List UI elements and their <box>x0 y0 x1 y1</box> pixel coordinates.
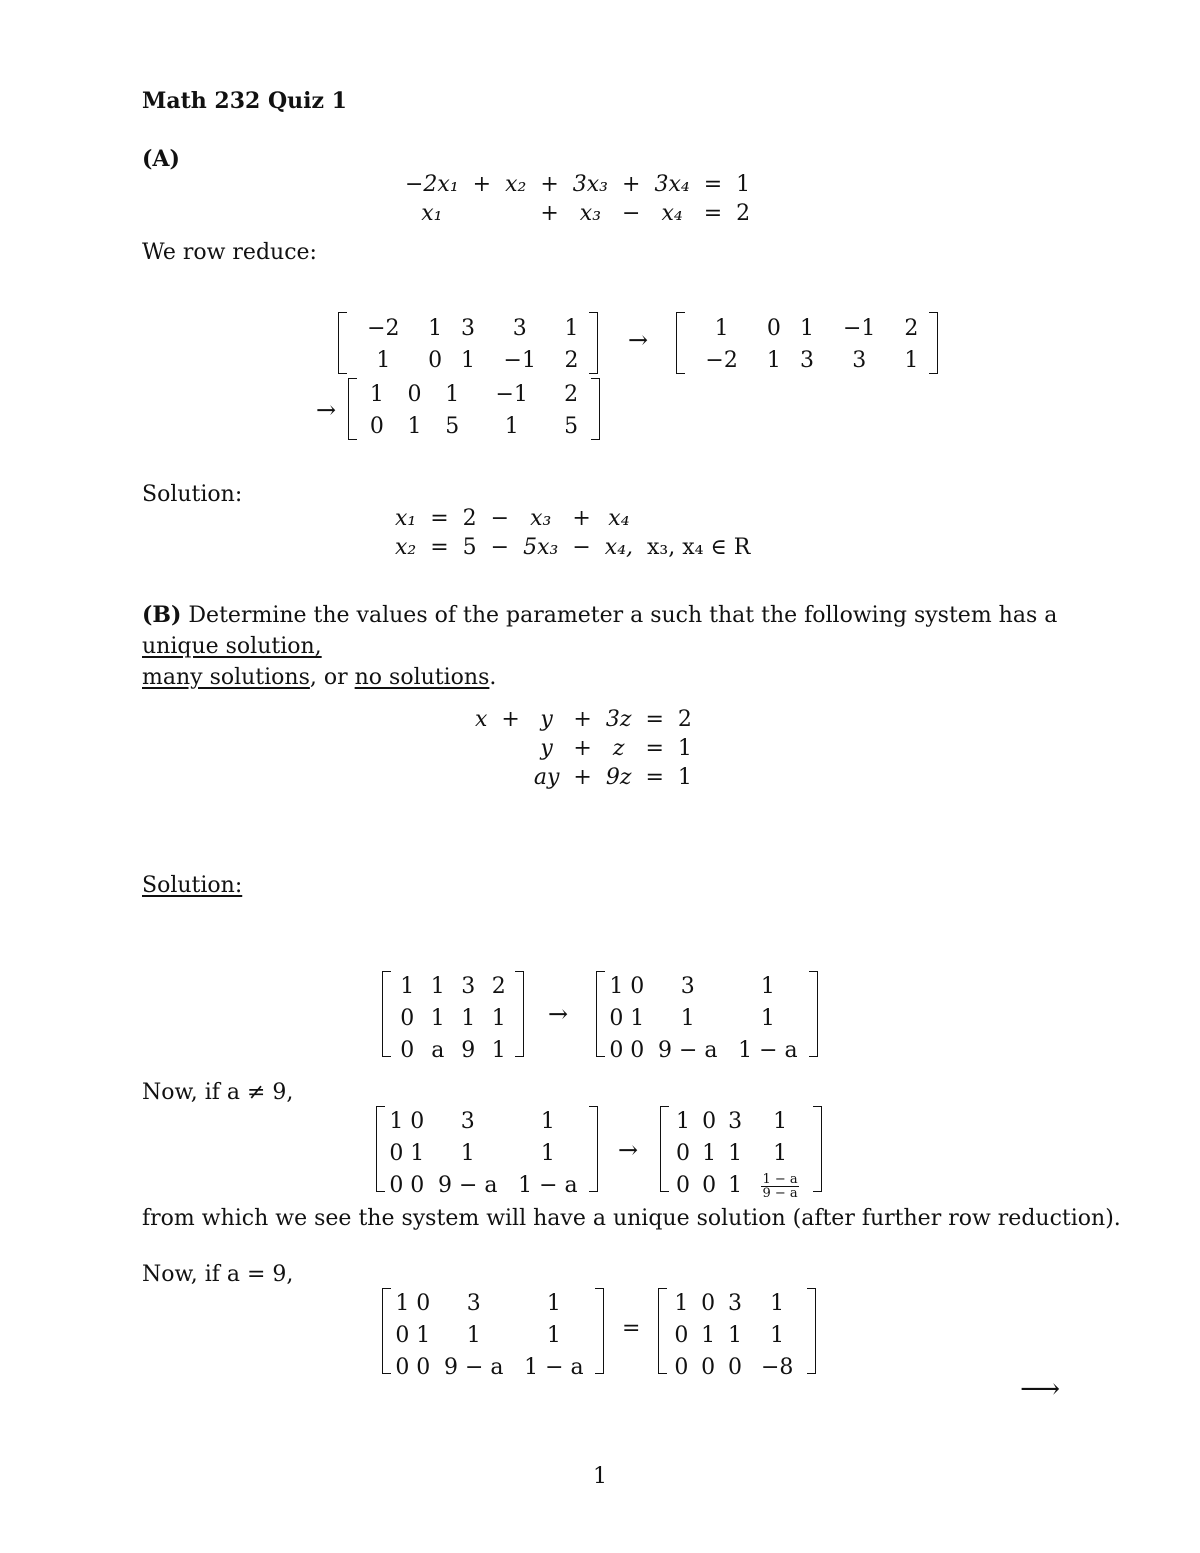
matrix-c1-cell: 0 <box>410 1109 425 1134</box>
matrix-d2-cell: 0 <box>674 1323 689 1348</box>
page-number: 1 <box>593 1464 607 1489</box>
matrix-b2-cell: 0 <box>630 974 645 999</box>
or-text: , or <box>309 665 348 690</box>
matrix-d2-cell: 0 <box>674 1355 689 1380</box>
matrix-d1-cell: 1 <box>416 1323 431 1348</box>
matrix-c2-cell: 0 <box>676 1141 691 1166</box>
matrix-c2-cell <box>748 1170 812 1202</box>
matrix-b2-cell: 0 <box>609 1038 624 1063</box>
arrow-icon: → <box>548 1000 569 1028</box>
matrix-a1-cell: −1 <box>503 348 536 373</box>
solution-a-cell: − <box>572 535 591 560</box>
matrix-a2-cell: 2 <box>904 316 919 341</box>
matrix-b1-cell: 0 <box>400 1038 415 1063</box>
matrix-c1-cell: 1 <box>389 1109 404 1134</box>
matrix-a2-cell: 1 <box>714 316 729 341</box>
arrow-icon: → <box>618 1136 639 1164</box>
system-b-cell <box>468 734 494 763</box>
matrix-a3-cell: 5 <box>564 414 579 439</box>
matrix-b2-cell: 0 <box>630 1038 645 1063</box>
solution-a-cell: x₃, x₄ ∈ R <box>647 535 751 560</box>
system-a-cell: = <box>703 201 723 226</box>
solution-label-b: Solution: <box>142 873 243 898</box>
solution-a-cell: x₁ <box>395 506 417 531</box>
system-b-cell: y <box>540 707 553 732</box>
matrix-d2-cell: 1 <box>727 1323 742 1348</box>
matrix-d1-cell: 1 <box>395 1291 410 1316</box>
case2-text: Now, if a = 9, <box>142 1262 294 1287</box>
system-a-cell: = <box>703 172 723 197</box>
matrix-a1-cell: 1 <box>460 348 475 373</box>
many-solutions-text: many solutions <box>142 665 310 690</box>
system-a-cell: + <box>472 172 492 197</box>
system-b-cell: 1 <box>677 736 692 761</box>
matrix-a2-cell: −2 <box>705 348 738 373</box>
unique-solution-text: unique solution, <box>142 634 322 659</box>
matrix-b1-cell: 1 <box>491 1038 506 1063</box>
matrix-c1-cell: 0 <box>410 1173 425 1198</box>
matrix-a1-cell: 0 <box>428 348 443 373</box>
solution-a-cell: 5x₃ <box>523 535 559 560</box>
system-a-cell: x₃ <box>579 201 602 226</box>
matrix-c2-cell: 1 <box>773 1109 788 1134</box>
system-b-cell <box>468 763 494 792</box>
matrix-a2-cell: 1 <box>799 316 814 341</box>
system-a-cell: − <box>622 201 641 226</box>
matrix-a3-cell: 2 <box>564 382 579 407</box>
matrix-b2-cell: 1 <box>760 974 775 999</box>
matrix-a2-cell: 1 <box>766 348 781 373</box>
system-b-cell: 9z <box>605 765 632 790</box>
matrix-d1-cell: 0 <box>395 1323 410 1348</box>
matrix-d1-cell: 9 − a <box>443 1355 504 1380</box>
system-b-cell <box>494 734 526 763</box>
matrix-a3-cell: −1 <box>495 382 528 407</box>
matrix-c1-cell: 9 − a <box>437 1173 498 1198</box>
system-a-cell <box>498 199 533 228</box>
matrix-c2-cell: 3 <box>728 1109 743 1134</box>
matrix-b2-cell: 0 <box>609 1006 624 1031</box>
arrow-icon: → <box>628 326 649 354</box>
system-b-cell: + <box>501 707 520 732</box>
system-b-cell: 1 <box>677 765 692 790</box>
matrix-a2 <box>676 312 938 374</box>
matrix-c2-cell: 1 <box>728 1173 743 1198</box>
matrix-b1 <box>382 971 524 1063</box>
matrix-c1-cell: 1 <box>540 1109 555 1134</box>
matrix-c2-cell: 1 <box>676 1109 691 1134</box>
system-a-cell: + <box>540 201 559 226</box>
matrix-a1-cell: 1 <box>428 316 443 341</box>
part-b-system <box>468 705 699 792</box>
matrix-a3-cell: 5 <box>445 414 460 439</box>
case1-text: Now, if a ≠ 9, <box>142 1080 294 1105</box>
part-a-label: (A) <box>142 146 180 172</box>
matrix-a1-cell: 3 <box>512 316 527 341</box>
matrix-b2-cell: 1 <box>630 1006 645 1031</box>
matrix-a3-cell: 1 <box>369 382 384 407</box>
system-b-cell: + <box>573 707 592 732</box>
matrix-c2-cell: 0 <box>702 1109 717 1134</box>
matrix-b1-cell: 1 <box>430 974 445 999</box>
solution-label-a: Solution: <box>142 482 243 507</box>
system-a-cell: x₄ <box>661 201 683 226</box>
matrix-b2-cell: 9 − a <box>657 1038 718 1063</box>
matrix-b1-cell: 1 <box>461 1006 476 1031</box>
no-solutions-text: no solutions <box>354 665 490 690</box>
matrix-d2-cell: 1 <box>674 1291 689 1316</box>
part-b-prompt-text: Determine the values of the parameter a such that the following system has a <box>188 603 1058 628</box>
matrix-a2-cell: 0 <box>766 316 781 341</box>
row-reduce-text: We row reduce: <box>142 240 317 265</box>
matrix-d2-cell: 0 <box>701 1291 716 1316</box>
solution-a-cell: + <box>572 506 591 531</box>
matrix-c2 <box>660 1106 822 1201</box>
matrix-d2-cell: 1 <box>701 1323 716 1348</box>
system-a-cell: + <box>540 172 559 197</box>
matrix-a1-cell: 1 <box>376 348 391 373</box>
system-b-cell: y <box>540 736 553 761</box>
system-a-cell: 3x₄ <box>654 172 690 197</box>
matrix-d2-cell: 1 <box>770 1291 785 1316</box>
matrix-a1-cell: 2 <box>564 348 579 373</box>
matrix-d2 <box>658 1288 816 1380</box>
matrix-b1-cell: 1 <box>400 974 415 999</box>
matrix-c2-cell: 0 <box>676 1173 691 1198</box>
system-a-cell: 1 <box>736 172 751 197</box>
system-b-cell: 2 <box>677 707 692 732</box>
solution-a-cell: = <box>430 535 449 560</box>
system-b-cell <box>494 763 526 792</box>
matrix-b1-cell: 9 <box>461 1038 476 1063</box>
matrix-a3 <box>348 378 600 440</box>
matrix-b1-cell: a <box>431 1038 445 1063</box>
system-a-cell: x₁ <box>421 201 443 226</box>
matrix-b2-cell: 1 <box>680 1006 695 1031</box>
system-b-cell: + <box>573 765 592 790</box>
matrix-d2-cell: 1 <box>770 1323 785 1348</box>
part-a-solution <box>388 504 757 562</box>
system-a-cell: + <box>622 172 641 197</box>
matrix-d2-cell: 0 <box>701 1355 716 1380</box>
equals-sign: = <box>622 1316 641 1341</box>
matrix-c2-cell: 1 <box>773 1141 788 1166</box>
system-a-cell: 3x₃ <box>572 172 609 197</box>
matrix-d1-cell: 1 <box>546 1323 561 1348</box>
fraction-numerator: 1 − a <box>762 1171 798 1187</box>
matrix-a1-cell: 3 <box>460 316 475 341</box>
matrix-d1-cell: 1 <box>546 1291 561 1316</box>
system-a-cell <box>466 199 498 228</box>
matrix-a1 <box>338 312 598 374</box>
matrix-c1-cell: 1 <box>540 1141 555 1166</box>
matrix-c1-cell: 3 <box>460 1109 475 1134</box>
matrix-b2-cell: 1 <box>760 1006 775 1031</box>
matrix-d1-cell: 0 <box>416 1291 431 1316</box>
matrix-c1-cell: 1 <box>460 1141 475 1166</box>
matrix-c2-cell: 1 <box>702 1141 717 1166</box>
matrix-b1-cell: 1 <box>430 1006 445 1031</box>
matrix-b1-cell: 1 <box>491 1006 506 1031</box>
matrix-c2-cell: 1 <box>728 1141 743 1166</box>
solution-a-cell: 5 <box>462 535 477 560</box>
matrix-b1-cell: 2 <box>491 974 506 999</box>
matrix-d2-cell: 0 <box>727 1355 742 1380</box>
matrix-b1-cell: 0 <box>400 1006 415 1031</box>
continue-arrow-icon: ⟶ <box>1020 1372 1061 1405</box>
solution-a-cell: x₂ <box>395 535 417 560</box>
solution-a-cell: x₃ <box>530 506 552 531</box>
system-b-cell: 3z <box>605 707 632 732</box>
matrix-a3-cell: 1 <box>407 414 422 439</box>
matrix-a3-cell: 1 <box>504 414 519 439</box>
matrix-a2-cell: 3 <box>799 348 814 373</box>
solution-a-cell: − <box>490 506 510 531</box>
part-b-prompt <box>142 600 1107 693</box>
system-b-cell: = <box>645 765 664 790</box>
system-a-cell: −2x₁ <box>405 172 459 197</box>
fraction-denominator: 9 − a <box>762 1185 798 1201</box>
matrix-a1-cell: −2 <box>367 316 400 341</box>
solution-a-cell: 2 <box>462 506 477 531</box>
matrix-d1-cell: 1 − a <box>524 1355 584 1380</box>
page-title: Math 232 Quiz 1 <box>142 88 347 114</box>
system-b-cell: ay <box>533 765 560 790</box>
system-a-cell: x₂ <box>505 172 527 197</box>
matrix-a2-cell: 3 <box>852 348 867 373</box>
matrix-a2-cell: −1 <box>842 316 876 341</box>
matrix-b2 <box>596 971 818 1063</box>
matrix-d1-cell: 0 <box>395 1355 410 1380</box>
solution-a-cell <box>640 504 757 533</box>
matrix-d1-cell: 1 <box>466 1323 481 1348</box>
matrix-d1 <box>382 1288 604 1380</box>
system-b-cell: = <box>645 707 664 732</box>
matrix-a3-cell: 0 <box>407 382 422 407</box>
matrix-c1-cell: 0 <box>389 1173 404 1198</box>
matrix-b1-cell: 3 <box>461 974 476 999</box>
matrix-d1-cell: 3 <box>466 1291 481 1316</box>
part-b-label: (B) <box>142 602 182 628</box>
matrix-b2-cell: 1 − a <box>738 1038 798 1063</box>
case1-conclusion: from which we see the system will have a unique solution (after further row reduction). <box>142 1206 1121 1231</box>
matrix-c1-cell: 1 <box>410 1141 425 1166</box>
matrix-d2-cell: −8 <box>760 1355 794 1380</box>
matrix-c1 <box>376 1106 598 1198</box>
matrix-c2-cell: 0 <box>702 1173 717 1198</box>
matrix-a1-cell: 1 <box>564 316 579 341</box>
system-b-cell: x <box>475 707 488 732</box>
system-b-cell: z <box>612 736 625 761</box>
matrix-d2-cell: 3 <box>727 1291 742 1316</box>
solution-a-cell: x₄ <box>608 506 630 531</box>
period-text: . <box>489 665 497 690</box>
matrix-a2-cell: 1 <box>904 348 919 373</box>
system-a-cell: 2 <box>736 201 751 226</box>
solution-a-cell: = <box>430 506 449 531</box>
system-b-cell: = <box>645 736 664 761</box>
solution-a-cell: x₄, <box>604 535 634 560</box>
matrix-a3-cell: 0 <box>369 414 384 439</box>
matrix-c1-cell: 0 <box>389 1141 404 1166</box>
matrix-b2-cell: 1 <box>609 974 624 999</box>
system-b-cell: + <box>573 736 592 761</box>
matrix-a3-cell: 1 <box>445 382 460 407</box>
arrow-icon: → <box>316 396 337 424</box>
matrix-c1-cell: 1 − a <box>518 1173 578 1198</box>
matrix-b2-cell: 3 <box>680 974 695 999</box>
fraction <box>761 1173 798 1200</box>
matrix-d1-cell: 0 <box>416 1355 431 1380</box>
part-a-system <box>398 170 757 228</box>
solution-a-cell: − <box>490 535 510 560</box>
